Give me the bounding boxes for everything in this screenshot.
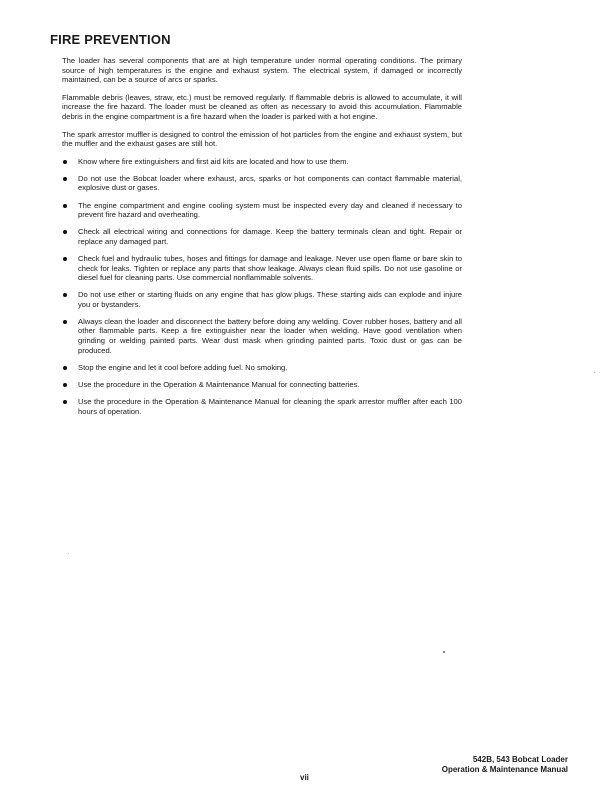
bullet-icon (63, 320, 67, 324)
footer-model: 542B, 543 Bobcat Loader (472, 755, 568, 764)
scan-speck (68, 553, 69, 554)
list-item-text: The engine compartment and engine cooling system must be inspected every day and cleaned if necessary to prevent fire hazard and overheating. (78, 200, 462, 220)
list-item (62, 254, 462, 283)
bullet-icon (63, 366, 67, 370)
bullet-icon (63, 400, 67, 404)
scan-speck (443, 651, 445, 653)
list-item-text: Check all electrical wiring and connections for damage. Keep the battery terminals clean and tight. Repair or replace any damaged part. (78, 227, 462, 246)
debris-paragraph: Flammable debris (leaves, straw, etc.) must be removed regularly. If flammable debris is allowed to accumulate, it will increase the fire hazard. The loader must be cleaned as often as necessary to avoid this accumulation. Flammable debris in the engine compartment is a fire hazard when the loader is parked with a hot engine. (62, 92, 462, 121)
body-content (62, 56, 462, 424)
bullet-icon (63, 293, 67, 297)
intro-paragraph: The loader has several components that are at high temperature under normal operating conditions. The primary source of high temperatures is the engine and exhaust system. The electrical system, if damaged or incorrectly maintained, can be a source of arcs or sparks. (62, 56, 462, 85)
list-item (62, 363, 462, 373)
bullet-icon (63, 177, 67, 181)
list-item-text: Do not use the Bobcat loader where exhaust, arcs, sparks or hot components can contact flammable material, explosive dust or gases. (78, 173, 462, 193)
list-item (62, 201, 462, 220)
list-item-text: Use the procedure in the Operation & Maintenance Manual for cleaning the spark arrestor muffler after each 100 hours of operation. (78, 396, 462, 416)
list-item (62, 157, 462, 167)
bullet-icon (63, 204, 67, 208)
safety-bullet-list (62, 157, 462, 416)
page-number: vii (300, 773, 309, 782)
list-item (62, 227, 462, 246)
list-item-text: Check fuel and hydraulic tubes, hoses and fittings for damage and leakage. Never use open flame or bare skin to check for leaks. Tighten or replace any parts that show leakage. Always clean fluid spills. Do not use gasoline or diesel fuel for cleaning parts. Use commercial nonflammable solvents. (78, 253, 462, 283)
bullet-icon (63, 257, 67, 261)
page-title: FIRE PREVENTION (50, 32, 171, 47)
bullet-icon (63, 230, 67, 234)
list-item (62, 317, 462, 355)
list-item-text: Use the procedure in the Operation & Maintenance Manual for connecting batteries. (78, 379, 360, 389)
list-item (62, 290, 462, 309)
list-item-text: Always clean the loader and disconnect the battery before doing any welding. Cover rubber hoses, battery and all other flammable parts. Keep a fire extinguisher near the loader when welding. Have good ventilation when grinding or welding painted parts. Wear dust mask when grinding painted parts. Toxic dust or gas can be produced. (78, 316, 462, 355)
scan-speck (594, 372, 595, 373)
muffler-paragraph: The spark arrestor muffler is designed to control the emission of hot particles from the engine and exhaust system, but the muffler and the exhaust gases are still hot. (62, 129, 462, 149)
bullet-icon (63, 160, 67, 164)
footer-manual: Operation & Maintenance Manual (441, 765, 568, 774)
list-item-text: Do not use ether or starting fluids on any engine that has glow plugs. These starting aids can explode and injure you or bystanders. (78, 290, 462, 309)
list-item (62, 380, 462, 390)
list-item-text: Know where fire extinguishers and first aid kits are located and how to use them. (78, 156, 349, 166)
list-item-text: Stop the engine and let it cool before adding fuel. No smoking. (78, 362, 288, 372)
bullet-icon (63, 383, 67, 387)
list-item (62, 174, 462, 193)
list-item (62, 397, 462, 416)
footer-manual-title (442, 755, 568, 775)
